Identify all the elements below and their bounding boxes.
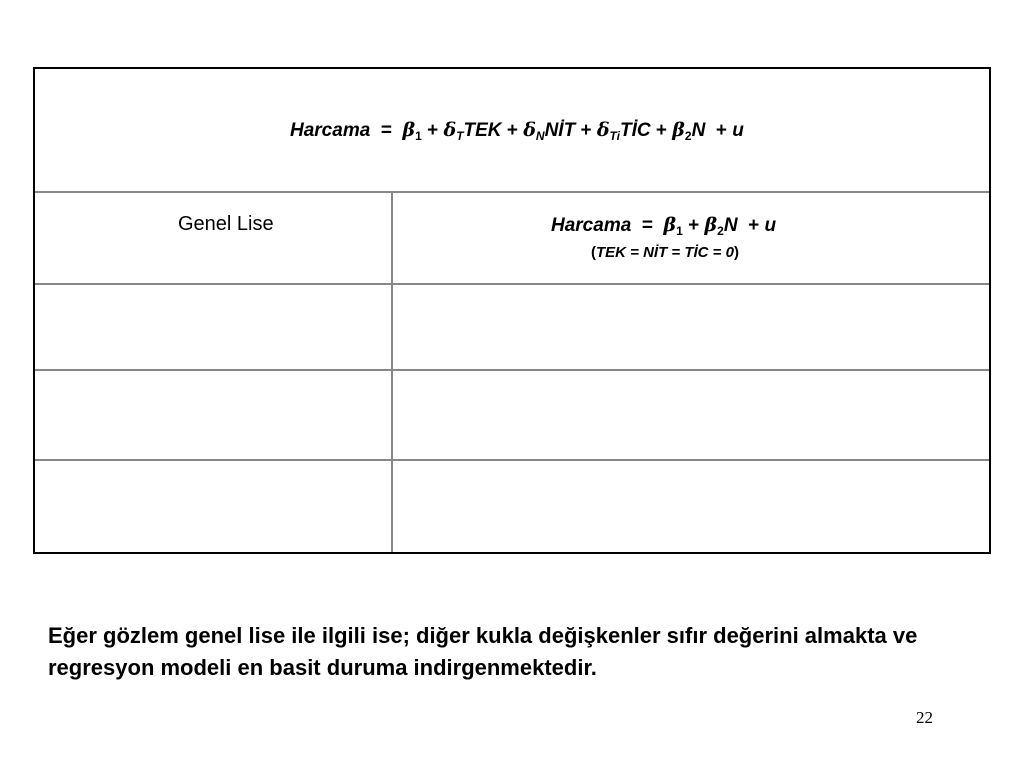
row-divider bbox=[35, 191, 989, 193]
column-divider bbox=[391, 193, 393, 552]
genel-lise-formula: Harcama = $\beta_1 + \beta_2N + u$ bbox=[551, 214, 777, 238]
genel-lise-condition: (TEK = NİT = TİC = 0) bbox=[591, 244, 739, 261]
row-divider bbox=[35, 369, 989, 371]
page-number: 22 bbox=[916, 708, 933, 727]
row-divider bbox=[35, 283, 989, 285]
header-formula: Harcama = $\beta_1 + \delta_TTEK$ + $\delta_NNİT$ + $\delta_{Ti}TİC + \beta_2N + u$ bbox=[290, 119, 744, 143]
row-divider bbox=[35, 459, 989, 461]
row-label-genel-lise: Genel Lise bbox=[178, 213, 274, 235]
lhs-harcama: Harcama bbox=[290, 120, 371, 141]
dummy-variable-table bbox=[33, 67, 991, 554]
explanation-text: Eğer gözlem genel lise ile ilgili ise; diğer kukla değişkenler sıfır değerini almakta ve regresyon modeli en basit duruma indirgenmektedir. bbox=[48, 623, 918, 680]
